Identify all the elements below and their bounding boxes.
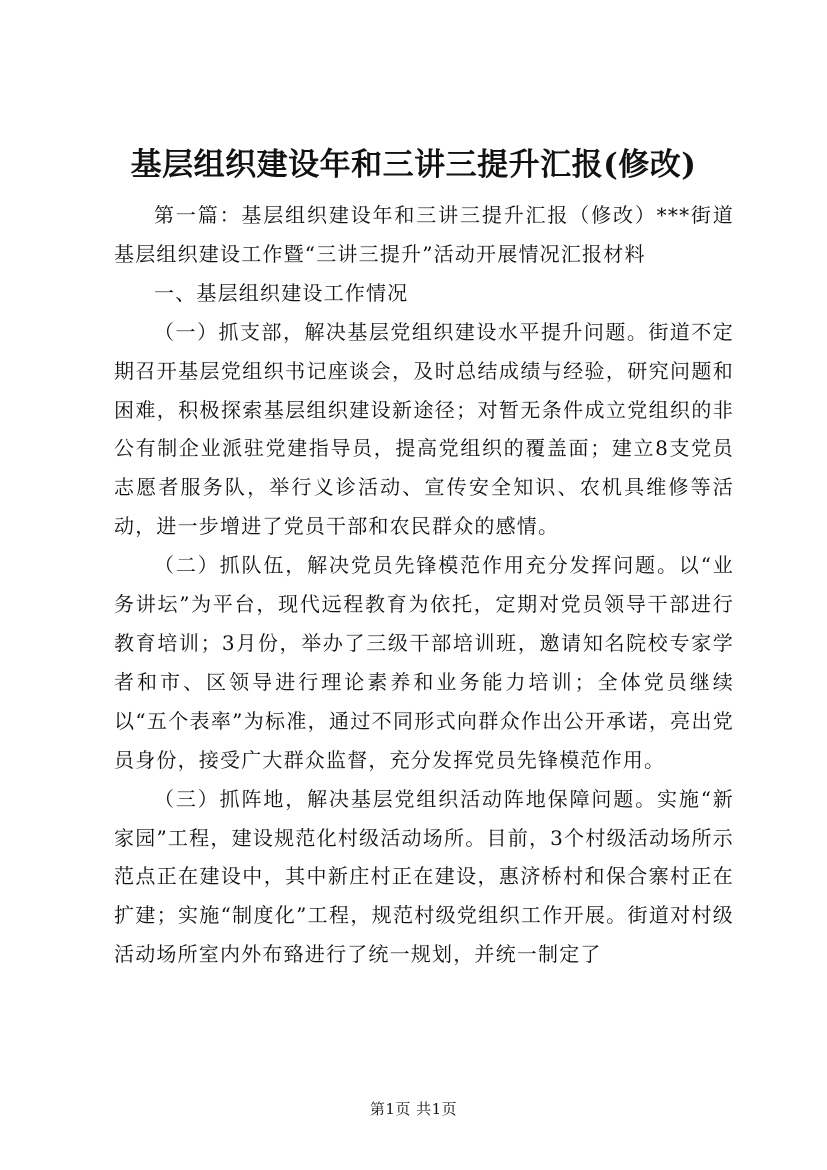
document-body: [114, 196, 734, 974]
paragraph-intro: 第一篇：基层组织建设年和三讲三提升汇报（修改）***街道基层组织建设工作暨“三讲三提升”活动开展情况汇报材料: [114, 203, 734, 266]
section-heading: 一、基层组织建设工作情况: [154, 280, 409, 305]
paragraph-venue: （三）抓阵地，解决基层党组织活动阵地保障问题。实施“新家园”工程，建设规范化村级活动场所。目前，3个村级活动场所示范点正在建设中，其中新庄村正在建设，惠济桥村和保合寨村正在扩建；实施“制度化”工程，规范村级党组织工作开展。街道对村级活动场所室内外布臵进行了统一规划，并统一制定了: [114, 786, 734, 967]
document-title: 基层组织建设年和三讲三提升汇报(修改): [130, 147, 697, 183]
page-number-footer: 第1页 共1页: [369, 1100, 458, 1118]
paragraph-branch: （一）抓支部，解决基层党组织建设水平提升问题。街道不定期召开基层党组织书记座谈会，及时总结成绩与经验，研究问题和困难，积极探索基层组织建设新途径；对暂无条件成立党组织的非公有制企业派驻党建指导员，提高党组织的覆盖面；建立8支党员志愿者服务队，举行义诊活动、宣传安全知识、农机具维修等活动，进一步增进了党员干部和农民群众的感情。: [114, 319, 734, 539]
paragraph-team: （二）抓队伍，解决党员先锋模范作用充分发挥问题。以“业务讲坛”为平台，现代远程教育为依托，定期对党员领导干部进行教育培训；3月份，举办了三级干部培训班，邀请知名院校专家学者和市、区领导进行理论素养和业务能力培训；全体党员继续以“五个表率”为标准，通过不同形式向群众作出公开承诺，亮出党员身份，接受广大群众监督，充分发挥党员先锋模范作用。: [114, 553, 734, 772]
